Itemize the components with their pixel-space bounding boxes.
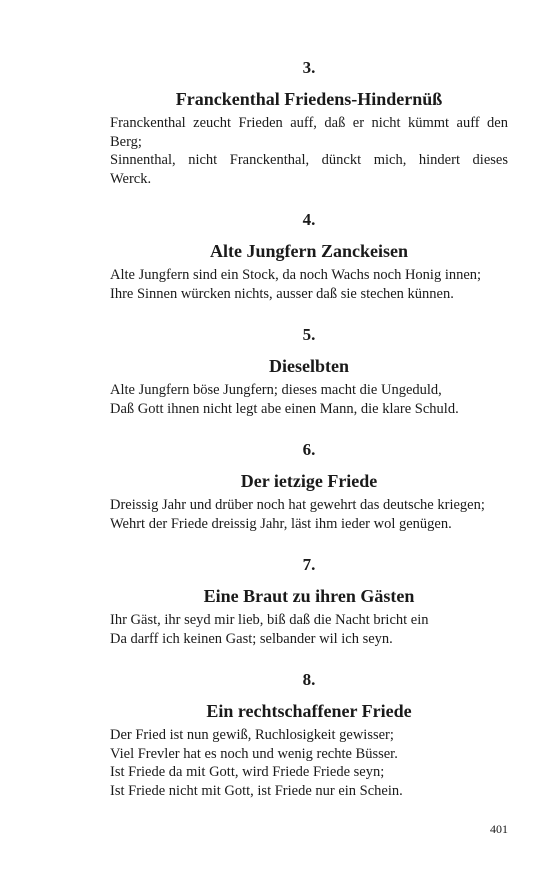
epigram-verse (110, 496, 508, 533)
verse-line: Viel Frevler hat es noch und wenig rechte Büsser. (110, 745, 398, 762)
epigram-number: 8. (302, 670, 316, 689)
epigram-verse (110, 726, 508, 800)
epigram-7 (110, 555, 508, 648)
epigram-number: 5. (302, 325, 316, 344)
verse-line: Franckenthal zeucht Frieden auff, daß er nicht kümmt auff den (110, 115, 508, 131)
epigram-number: 7. (302, 555, 316, 574)
verse-line: Sinnenthal, nicht Franckenthal, dünckt mich, hindert dieses (110, 152, 508, 168)
epigram-title: Franckenthal Friedens-Hindernüß (175, 89, 443, 109)
epigram-6 (110, 440, 508, 533)
verse-line: Alte Jungfern böse Jungfern; dieses macht die Ungeduld, (110, 382, 442, 398)
epigram-4 (110, 210, 508, 303)
epigram-title: Eine Braut zu ihren Gästen (203, 586, 415, 606)
verse-line: Ihr Gäst, ihr seyd mir lieb, biß daß die Nacht bricht ein (110, 612, 429, 628)
verse-line: Ist Friede da mit Gott, wird Friede Friede seyn; (110, 764, 385, 780)
verse-line: Ihre Sinnen würcken nichts, ausser daß sie stechen künnen. (110, 285, 454, 302)
epigram-verse (110, 611, 508, 648)
epigram-title: Der ietzige Friede (240, 471, 378, 491)
verse-line: Werck. (110, 170, 152, 187)
epigram-title: Alte Jungfern Zanckeisen (210, 241, 408, 261)
verse-line: Alte Jungfern sind ein Stock, da noch Wachs noch Honig innen; (110, 267, 482, 283)
verse-line: Dreissig Jahr und drüber noch hat gewehrt das deutsche kriegen; (110, 497, 485, 513)
epigram-3 (110, 58, 508, 188)
verse-line: Daß Gott ihnen nicht legt abe einen Mann, die klare Schuld. (110, 400, 459, 417)
page-body (110, 58, 508, 800)
epigram-verse (110, 114, 508, 188)
epigram-number: 4. (302, 210, 316, 229)
epigram-verse (110, 266, 508, 303)
epigram-title: Ein rechtschaffener Friede (206, 701, 412, 721)
verse-line: Ist Friede nicht mit Gott, ist Friede nur ein Schein. (110, 782, 403, 799)
verse-line: Berg; (110, 133, 142, 150)
epigram-5 (110, 325, 508, 418)
verse-line: Da darff ich keinen Gast; selbander wil ich seyn. (110, 630, 393, 647)
epigram-number: 3. (302, 58, 316, 77)
epigram-title: Dieselbten (269, 356, 349, 376)
epigram-8 (110, 670, 508, 800)
epigram-number: 6. (302, 440, 316, 459)
verse-line: Wehrt der Friede dreissig Jahr, läst ihm ieder wol genügen. (110, 515, 452, 532)
epigram-verse (110, 381, 508, 418)
page-number: 401 (490, 822, 508, 836)
verse-line: Der Fried ist nun gewiß, Ruchlosigkeit gewisser; (110, 727, 394, 743)
